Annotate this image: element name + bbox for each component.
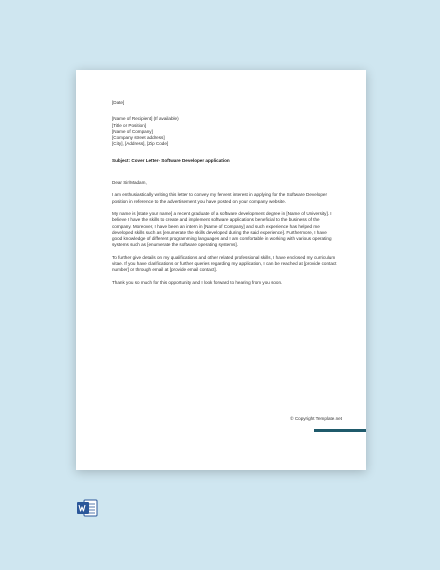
word-document-icon[interactable]	[76, 497, 98, 519]
recipient-city: [City], [Address], [Zip Code]	[112, 141, 169, 147]
letter-paragraph-background: My name is [state your name] a recent graduate of a software development degree in [Name of University]. I believe I have the skills to create and implement software applications beneficial to the business of the company. Moreover, I have been an intern in [Name of Company] and such experience has helped me developed skills such as [enumerate the skills developed during the said experience]. Furthermore, I have good knowledge of different programming languages and I am comfortable in working with various operating systems such as [enumerate the software operating systems].	[112, 210, 332, 248]
letter-date: [Date]	[112, 100, 125, 105]
recipient-title: [Title or Position]	[112, 122, 147, 128]
letter-paragraph-contact: To further give details on my qualifications and other related professional skills, I have enclosed my curriculum vitae. If you have clarifications or further queries regarding my application, I can be reached at [provide contact number] or through email at [provide email contact].	[112, 254, 337, 273]
letter-page	[76, 70, 366, 470]
copyright-notice: © Copyright Template.net	[290, 415, 342, 421]
footer-accent-bar	[314, 429, 366, 432]
letter-paragraph-closing: Thank you so much for this opportunity and I look forward to hearing from you soon.	[112, 279, 283, 285]
recipient-street: [Company street address]	[112, 135, 165, 141]
recipient-company: [Name of Company]	[112, 128, 153, 134]
letter-salutation: Dear Sir/Madam,	[112, 180, 147, 186]
letter-paragraph-intro: I am enthusiastically writing this letter to convey my fervent interest in applying for the Software Developer position in reference to the advertisement you have posted on your company website.	[112, 192, 327, 204]
letter-subject: Subject: Cover Letter- Software Developer application	[112, 157, 230, 163]
recipient-name: [Name of Recipient] (If available)	[112, 116, 179, 122]
